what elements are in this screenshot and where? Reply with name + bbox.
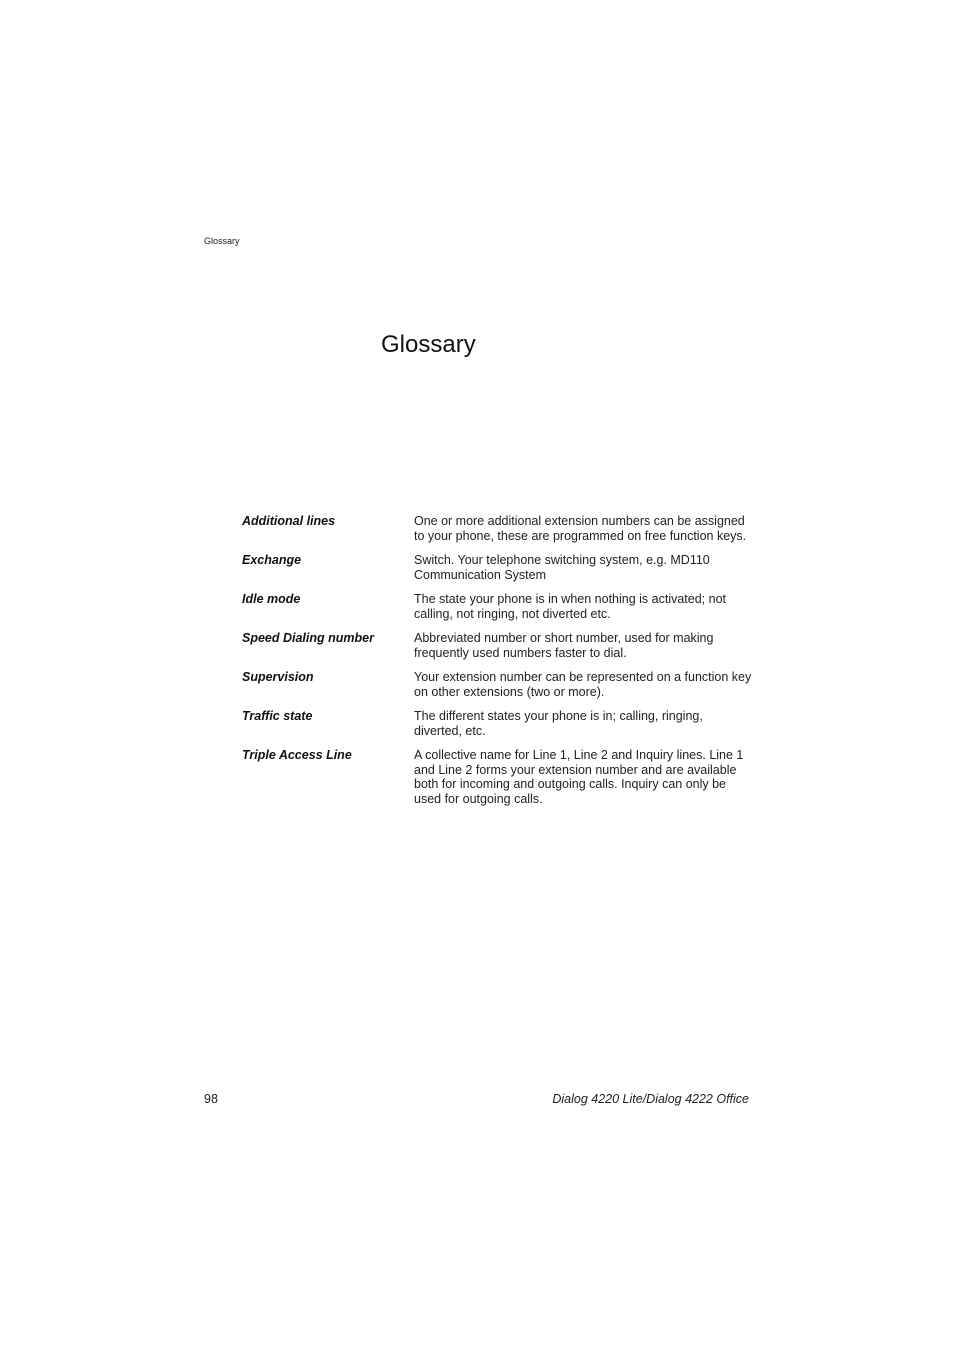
glossary-term: Exchange <box>242 553 302 567</box>
glossary-definition: Your extension number can be represented on a function key on other extensions (two or more). <box>414 670 752 699</box>
running-header: Glossary <box>204 236 240 246</box>
glossary-term: Supervision <box>242 670 314 684</box>
glossary-definition: One or more additional extension numbers can be assigned to your phone, these are programmed on free function keys. <box>414 514 747 543</box>
glossary-definition: Switch. Your telephone switching system, e.g. MD110 Communication System <box>414 553 710 582</box>
glossary-definition: The different states your phone is in; calling, ringing, diverted, etc. <box>414 709 703 738</box>
footer-document-title: Dialog 4220 Lite/Dialog 4222 Office <box>552 1092 749 1106</box>
glossary-definition: The state your phone is in when nothing is activated; not calling, not ringing, not diverted etc. <box>414 592 726 621</box>
glossary-entry-idle-mode <box>242 592 754 621</box>
glossary-list <box>242 514 754 816</box>
glossary-definition: A collective name for Line 1, Line 2 and Inquiry lines. Line 1 and Line 2 forms your extension number and are available both for incoming and outgoing calls. Inquiry can only be used for outgoing calls. <box>414 748 744 806</box>
glossary-entry-traffic-state <box>242 709 754 738</box>
glossary-term: Traffic state <box>242 709 313 723</box>
glossary-definition: Abbreviated number or short number, used for making frequently used numbers faster to dial. <box>414 631 714 660</box>
glossary-term: Speed Dialing number <box>242 631 374 645</box>
glossary-entry-triple-access-line <box>242 748 754 806</box>
glossary-entry-additional-lines <box>242 514 754 543</box>
glossary-entry-speed-dialing-number <box>242 631 754 660</box>
glossary-entry-supervision <box>242 670 754 699</box>
page-title: Glossary <box>381 331 476 358</box>
glossary-term: Idle mode <box>242 592 301 606</box>
glossary-term: Triple Access Line <box>242 748 352 762</box>
glossary-term: Additional lines <box>242 514 336 528</box>
glossary-entry-exchange <box>242 553 754 582</box>
page-number: 98 <box>204 1092 218 1106</box>
